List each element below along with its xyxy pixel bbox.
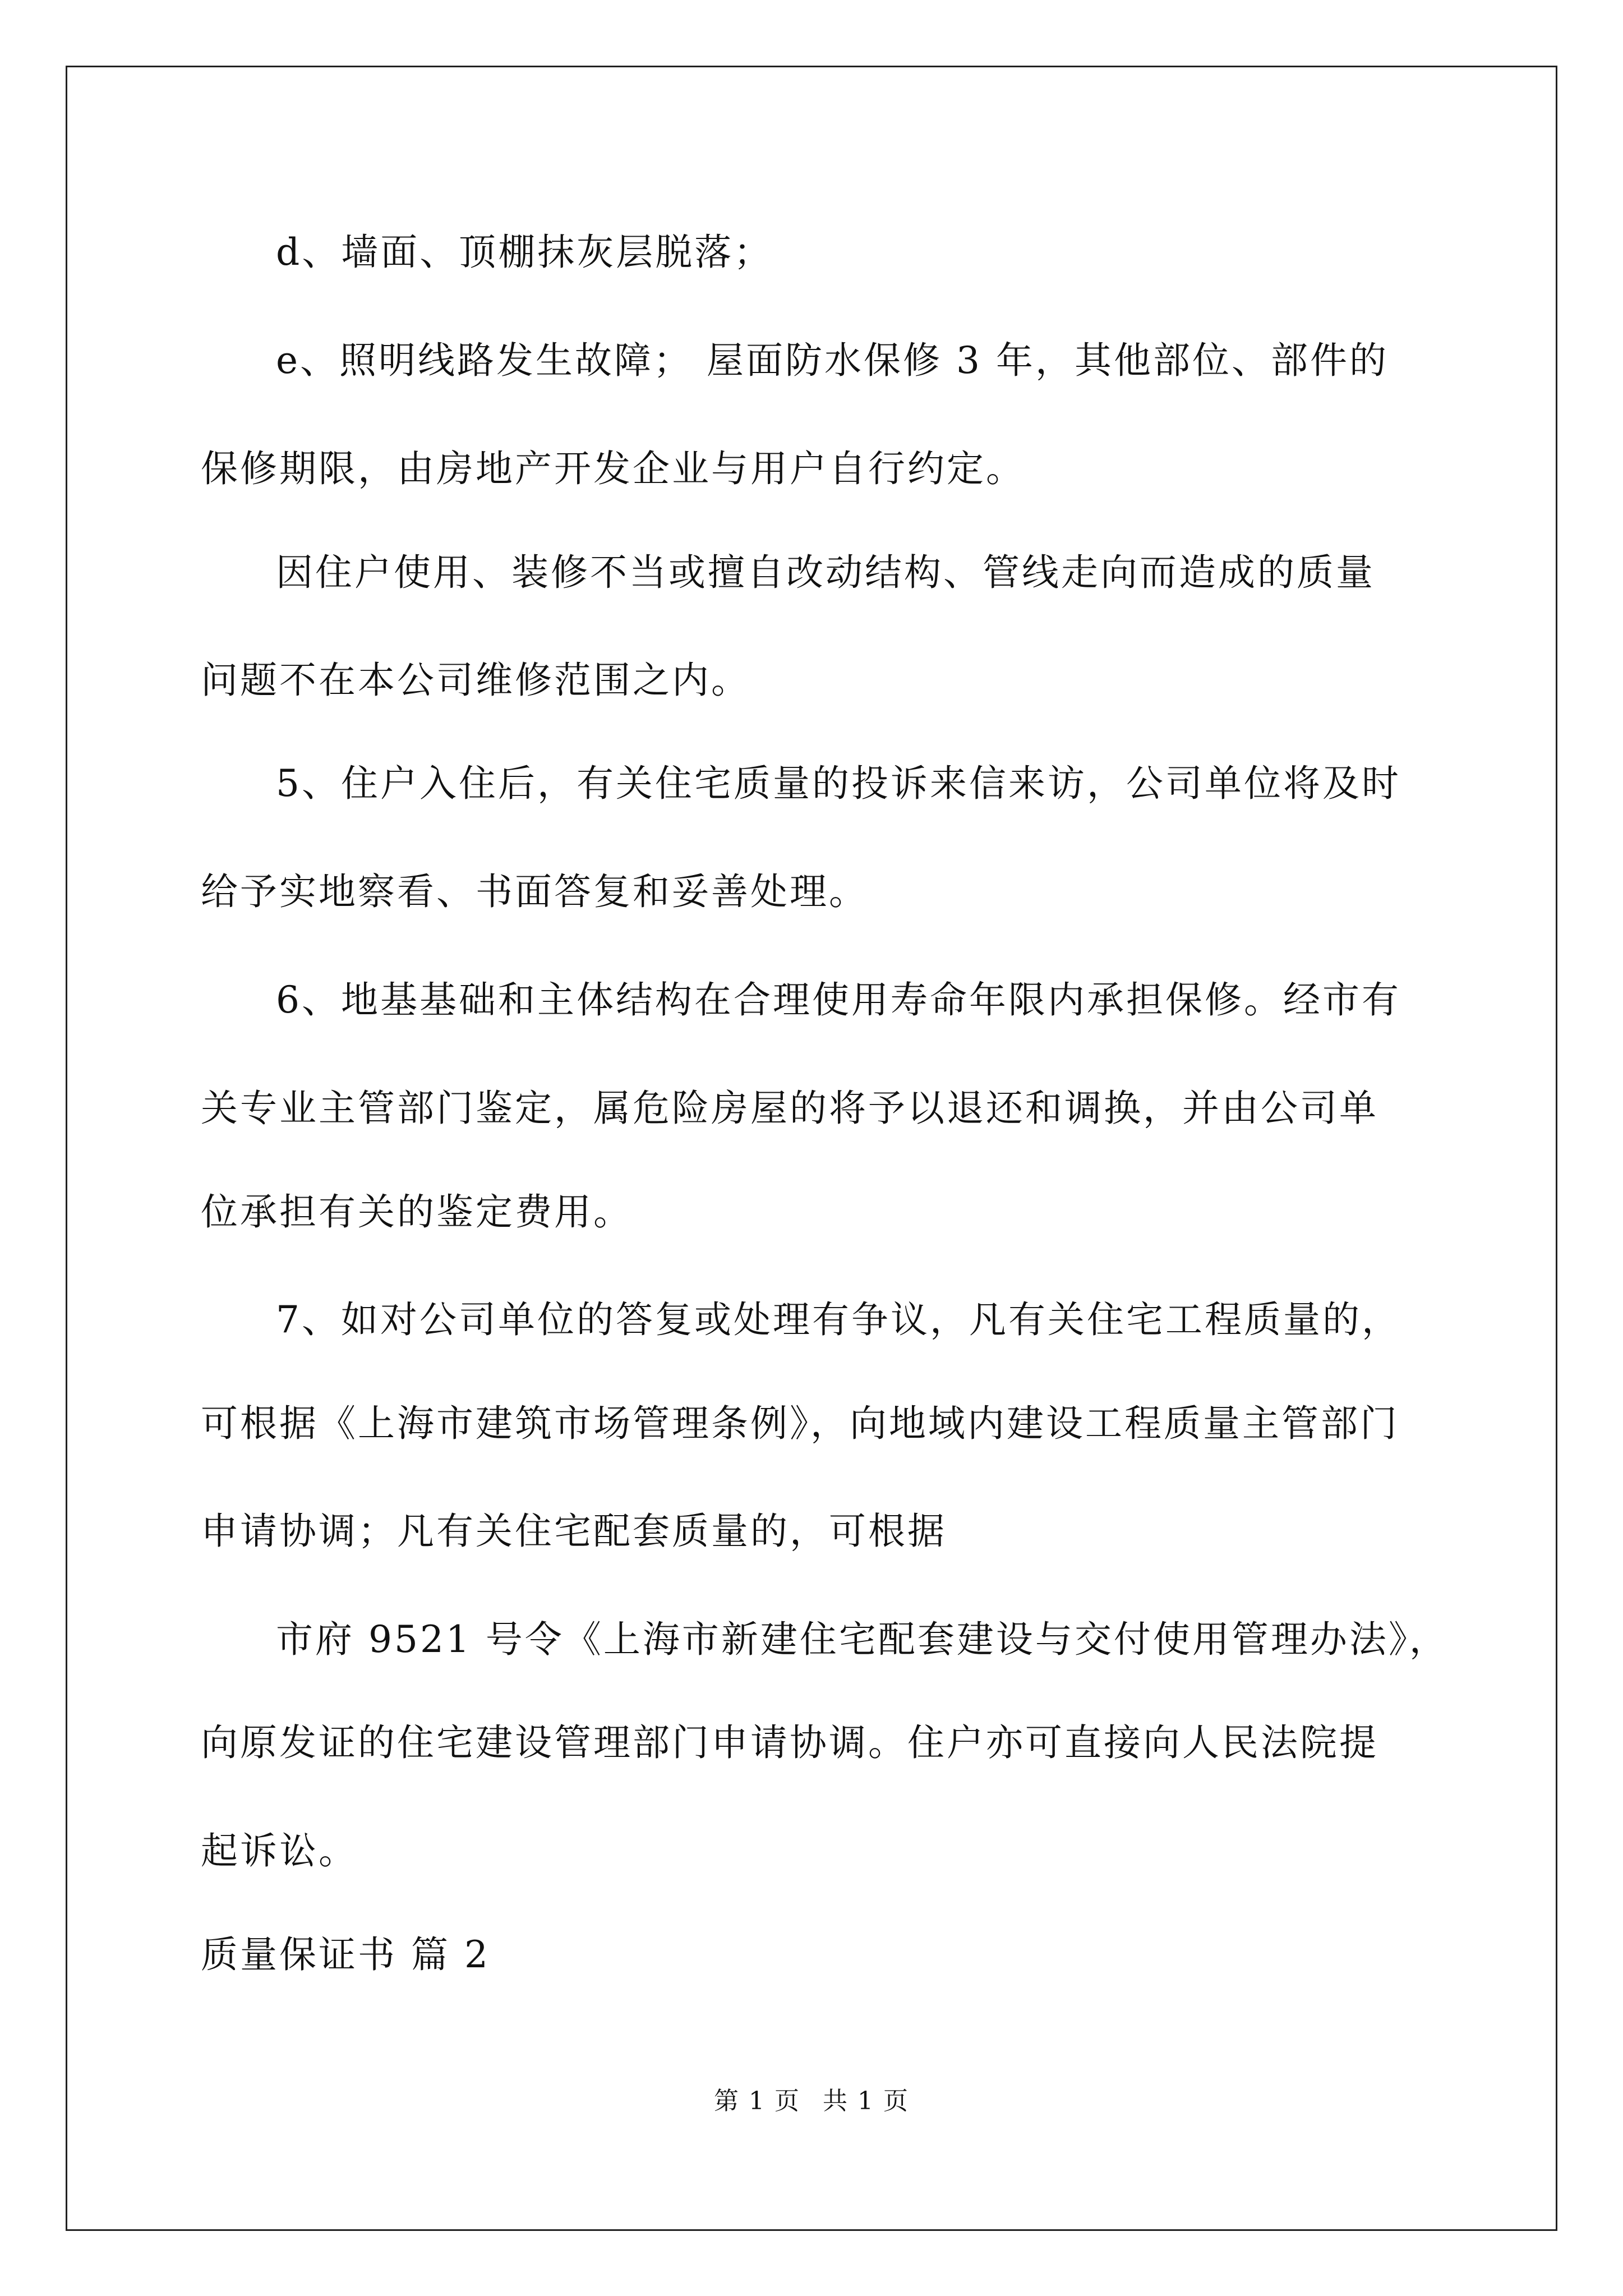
- paragraph-line: 向原发证的住宅建设管理部门申请协调。住户亦可直接向人民法院提: [201, 1721, 1378, 1764]
- page-footer: [0, 2086, 1623, 2117]
- paragraph-line: 位承担有关的鉴定费用。: [201, 1190, 633, 1234]
- paragraph-line: 申请协调；凡有关住宅配套质量的，可根据: [201, 1510, 947, 1553]
- paragraph-line: 5、住户入住后，有关住宅质量的投诉来信来访，公司单位将及时: [276, 762, 1401, 805]
- paragraph-line: 因住户使用、装修不当或擅自改动结构、管线走向而造成的质量: [276, 551, 1375, 594]
- paragraph-line: 问题不在本公司维修范围之内。: [201, 659, 750, 702]
- paragraph-line: d、墙面、顶棚抹灰层脱落；: [276, 231, 773, 274]
- paragraph-line: 起诉讼。: [201, 1829, 358, 1872]
- page-number-total: 共 1 页: [823, 2087, 909, 2115]
- paragraph-line: 给予实地察看、书面答复和妥善处理。: [201, 870, 868, 913]
- page-number-current: 第 1 页: [714, 2087, 800, 2115]
- paragraph-line: e、照明线路发生故障； 屋面防水保修 3 年，其他部位、部件的: [276, 339, 1389, 382]
- section-heading: 质量保证书 篇 2: [201, 1933, 490, 1976]
- paragraph-line: 7、如对公司单位的答复或处理有争议，凡有关住宅工程质量的，: [276, 1298, 1401, 1341]
- paragraph-line: 可根据《上海市建筑市场管理条例》，向地域内建设工程质量主管部门: [201, 1402, 1399, 1445]
- paragraph-line: 关专业主管部门鉴定，属危险房屋的将予以退还和调换，并由公司单: [201, 1087, 1378, 1130]
- paragraph-line: 市府 9521 号令《上海市新建住宅配套建设与交付使用管理办法》，: [276, 1618, 1449, 1661]
- paragraph-line: 保修期限，由房地产开发企业与用户自行约定。: [201, 447, 1025, 490]
- paragraph-line: 6、地基基础和主体结构在合理使用寿命年限内承担保修。经市有: [276, 978, 1401, 1022]
- page-border: [66, 66, 1557, 2231]
